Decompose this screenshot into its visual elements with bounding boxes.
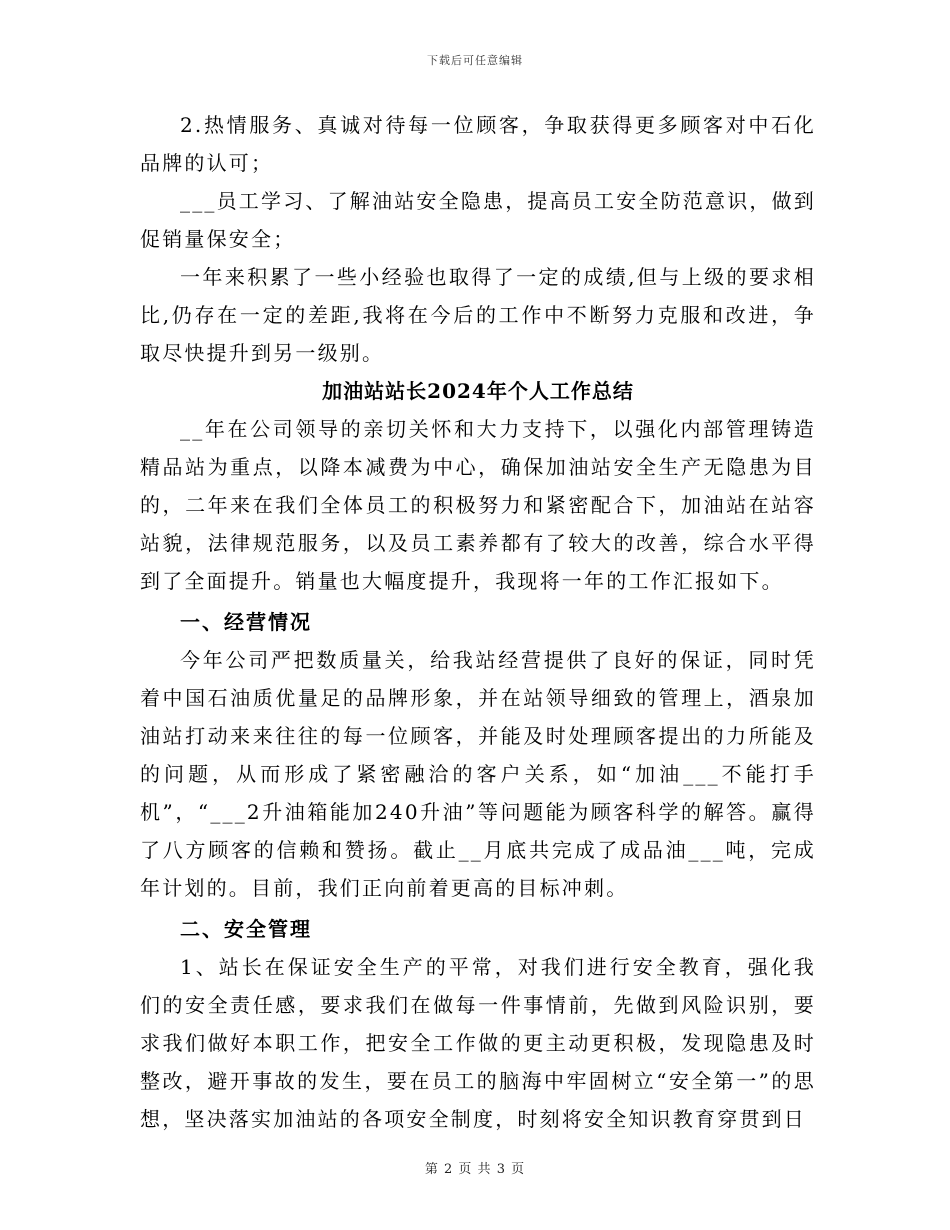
page-footer: 第 2 页 共 3 页: [424, 1162, 526, 1177]
paragraph-intro: __年在公司领导的亲切关怀和大力支持下，以强化内部管理铸造精品站为重点，以降本减费为中心，确保加油站安全生产无隐患为目的，二年来在我们全体员工的积极努力和紧密配合下，加油站在站容站貌，法律规范服务，以及员工素养都有了较大的改善，综合水平得到了全面提升。销量也大幅度提升，我现将一年的工作汇报如下。: [140, 417, 816, 593]
section-title: 加油站站长2024年个人工作总结: [322, 379, 634, 403]
paragraph-conclusion: 一年来积累了一些小经验也取得了一定的成绩,但与上级的要求相比,仍存在一定的差距,我将在今后的工作中不断努力克服和改进，争取尽快提升到另一级别。: [140, 265, 816, 365]
heading-operations: 一、经营情况: [180, 610, 312, 634]
paragraph-service: 2.热情服务、真诚对待每一位顾客，争取获得更多顾客对中石化品牌的认可；: [140, 113, 816, 175]
paragraph-safety: 1、站长在保证安全生产的平常，对我们进行安全教育，强化我们的安全责任感，要求我们在做每一件事情前，先做到风险识别，要求我们做好本职工作，把安全工作做的更主动更积极，发现隐患及时整改，避开事故的发生，要在员工的脑海中牢固树立“安全第一”的思想，坚决落实加油站的各项安全制度，时刻将安全知识教育穿贯到日: [140, 955, 816, 1131]
document-body: [140, 106, 816, 1138]
paragraph-staff-training: ___员工学习、了解油站安全隐患，提高员工安全防范意识，做到促销量保安全；: [140, 189, 816, 251]
heading-safety: 二、安全管理: [180, 917, 312, 941]
paragraph-operations: 今年公司严把数质量关，给我站经营提供了良好的保证，同时凭着中国石油质优量足的品牌形象，并在站领导细致的管理上，酒泉加油站打动来来往往的每一位顾客，并能及时处理顾客提出的力所能及的问题，从而形成了紧密融洽的客户关系，如“加油___不能打手机”，“___2升油箱能加240升油”等问题能为顾客科学的解答。赢得了八方顾客的信赖和赞扬。截止__月底共完成了成品油___吨，完成年计划的。目前，我们正向前着更高的目标冲刺。: [140, 648, 816, 900]
page-header: 下载后可任意编辑: [427, 54, 523, 67]
